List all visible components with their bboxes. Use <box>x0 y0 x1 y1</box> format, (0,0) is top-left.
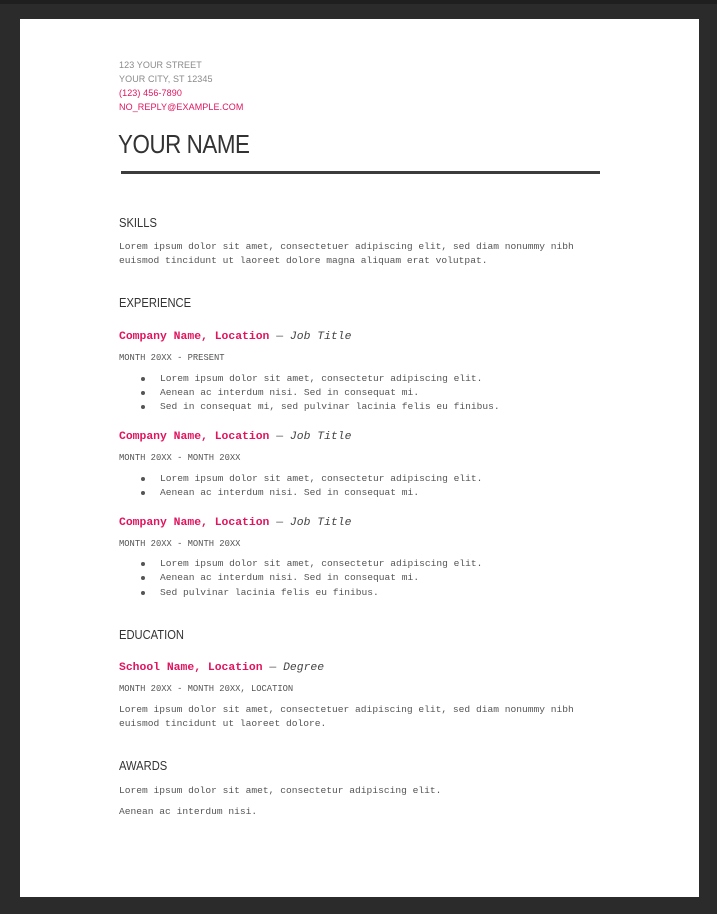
job-bullet: Aenean ac interdum nisi. Sed in consequat mi. <box>160 487 420 498</box>
job-dates: MONTH 20XX - MONTH 20XX <box>119 539 241 549</box>
contact-phone[interactable]: (123) 456-7890 <box>119 88 182 98</box>
contact-street: 123 YOUR STREET <box>119 60 202 70</box>
job-bullet: Lorem ipsum dolor sit amet, consectetur adipiscing elit. <box>160 373 483 384</box>
awards-text-line: Lorem ipsum dolor sit amet, consectetur adipiscing elit. <box>119 785 442 796</box>
bullet-dot <box>141 391 145 395</box>
job-dates: MONTH 20XX - PRESENT <box>119 353 225 363</box>
bullet-dot <box>141 491 145 495</box>
job-bullet: Sed in consequat mi, sed pulvinar lacinia felis eu finibus. <box>160 401 500 412</box>
bullet-dot <box>141 377 145 381</box>
awards-text-line: Aenean ac interdum nisi. <box>119 806 258 817</box>
bullet-dot <box>141 591 145 595</box>
skills-heading: SKILLS <box>119 215 157 230</box>
contact-email[interactable]: NO_REPLY@EXAMPLE.COM <box>119 102 244 112</box>
education-dates: MONTH 20XX - MONTH 20XX, LOCATION <box>119 684 294 694</box>
company-name: Company Name, Location <box>119 431 270 443</box>
job-dates: MONTH 20XX - MONTH 20XX <box>119 453 241 463</box>
job-header <box>119 331 351 343</box>
education-text-line: Lorem ipsum dolor sit amet, consectetuer adipiscing elit, sed diam nonummy nibh <box>119 704 574 715</box>
bullet-dot <box>141 576 145 580</box>
separator: — <box>269 431 290 443</box>
separator: — <box>262 662 284 674</box>
company-name: Company Name, Location <box>119 517 270 529</box>
job-title: Job Title <box>289 331 352 343</box>
bullet-dot <box>141 562 145 566</box>
job-title: Job Title <box>289 517 352 529</box>
skills-text-line: Lorem ipsum dolor sit amet, consectetuer adipiscing elit, sed diam nonummy nibh <box>119 241 574 252</box>
contact-city: YOUR CITY, ST 12345 <box>119 74 213 84</box>
job-bullet: Lorem ipsum dolor sit amet, consectetur adipiscing elit. <box>160 473 483 484</box>
company-name: Company Name, Location <box>119 331 270 343</box>
school-name: School Name, Location <box>119 662 263 674</box>
job-header <box>119 517 351 529</box>
separator: — <box>269 331 290 343</box>
job-bullet: Aenean ac interdum nisi. Sed in consequat mi. <box>160 572 420 583</box>
education-header <box>119 662 324 674</box>
bullet-dot <box>141 477 145 481</box>
education-text-line: euismod tincidunt ut laoreet dolore. <box>119 718 327 729</box>
separator: — <box>269 517 290 529</box>
education-heading: EDUCATION <box>119 627 185 642</box>
experience-heading: EXPERIENCE <box>119 295 192 310</box>
job-header <box>119 431 351 443</box>
window-top-edge <box>0 0 717 4</box>
candidate-name: YOUR NAME <box>118 129 250 159</box>
awards-heading: AWARDS <box>119 758 168 773</box>
job-bullet: Sed pulvinar lacinia felis eu finibus. <box>160 587 379 598</box>
skills-text-line: euismod tincidunt ut laoreet dolore magna aliquam erat volutpat. <box>119 255 488 266</box>
job-bullet: Lorem ipsum dolor sit amet, consectetur adipiscing elit. <box>160 558 483 569</box>
job-title: Job Title <box>289 431 352 443</box>
degree: Degree <box>283 662 325 674</box>
job-bullet: Aenean ac interdum nisi. Sed in consequat mi. <box>160 387 420 398</box>
bullet-dot <box>141 405 145 409</box>
resume-page <box>20 19 699 897</box>
name-underline <box>121 171 600 174</box>
